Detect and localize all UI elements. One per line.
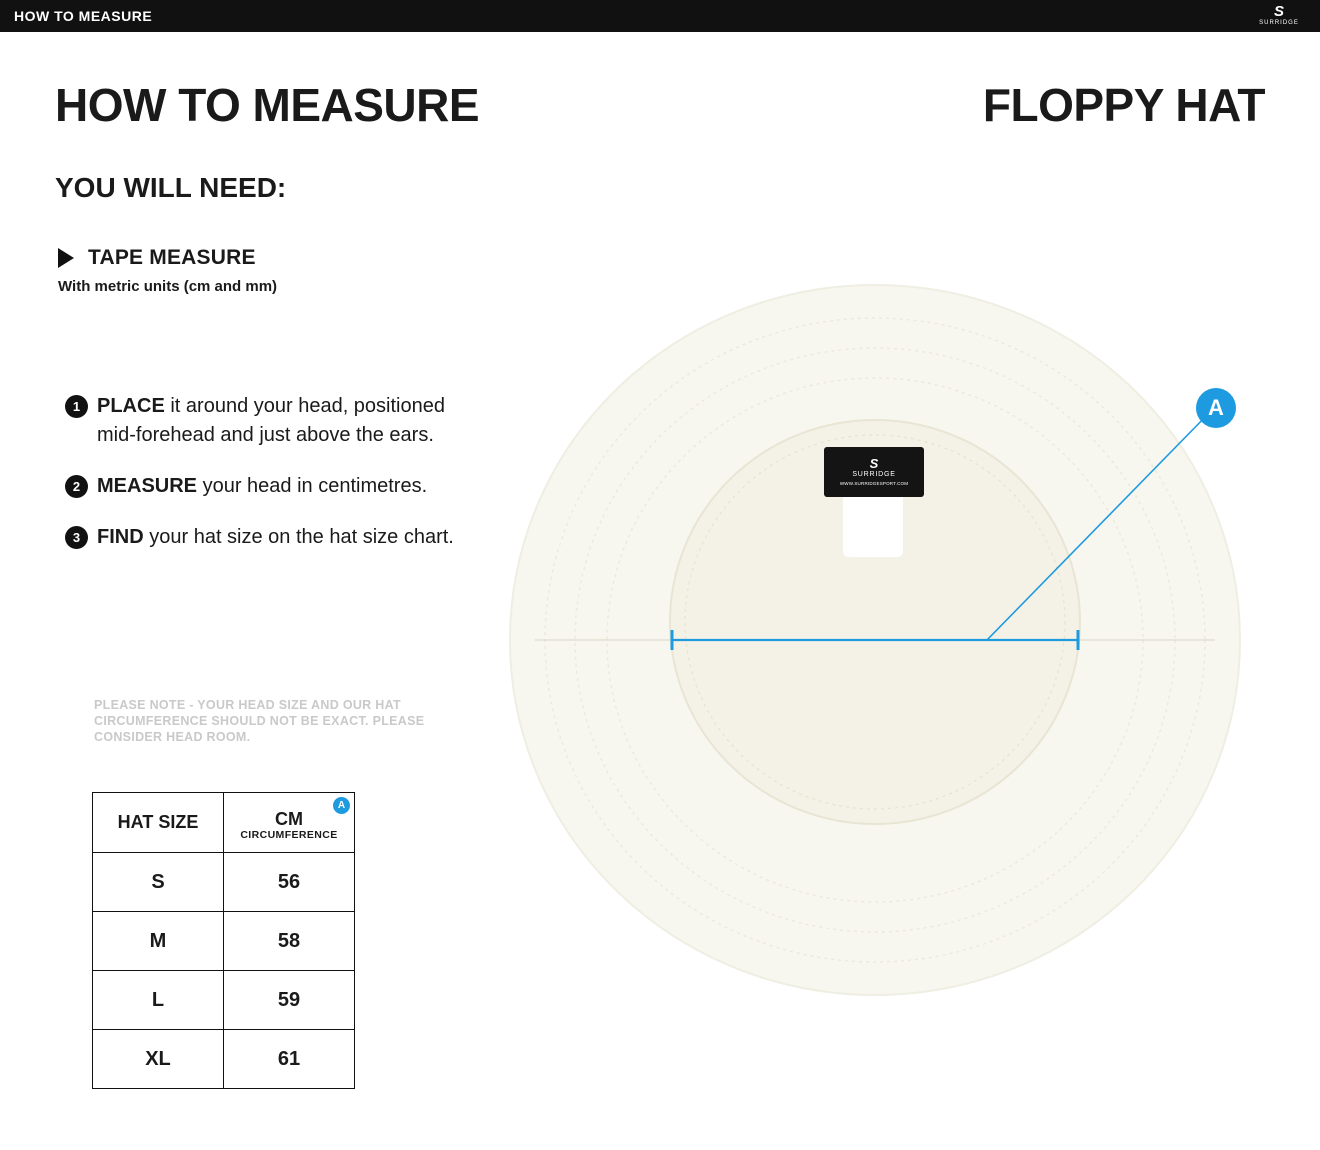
hat-crown-stem <box>843 497 903 557</box>
column-header-cm-label: CM <box>275 809 303 829</box>
step-rest: it around your head, positioned mid-forehead and just above the ears. <box>97 395 445 446</box>
cell-cm: 58 <box>224 912 355 971</box>
hat-label-mark-icon: S <box>869 456 879 471</box>
step-rest: your head in centimetres. <box>197 475 428 497</box>
table-row <box>93 1030 355 1089</box>
step-item <box>65 472 485 501</box>
step-number: 3 <box>65 526 88 549</box>
top-bar <box>0 0 1320 32</box>
measurement-badge-a-large-icon: A <box>1196 388 1236 428</box>
step-item <box>65 523 485 552</box>
tape-measure-title: TAPE MEASURE <box>88 246 256 269</box>
step-item <box>65 392 485 450</box>
column-header-cm <box>224 793 355 853</box>
please-note-text: PLEASE NOTE - YOUR HEAD SIZE AND OUR HAT CIRCUMFERENCE SHOULD NOT BE EXACT. PLEASE CONSIDER HEAD ROOM. <box>94 698 425 744</box>
cell-hat-size: XL <box>93 1030 224 1089</box>
table-header-row <box>93 793 355 853</box>
step-text <box>97 472 427 501</box>
table-row <box>93 912 355 971</box>
step-lead: PLACE <box>97 395 165 417</box>
cell-cm: 56 <box>224 853 355 912</box>
tape-measure-subtitle: With metric units (cm and mm) <box>58 278 278 295</box>
page-title: HOW TO MEASURE <box>55 79 480 131</box>
column-header-hat-size: HAT SIZE <box>93 793 224 853</box>
brand-name-label: SURRIDGE <box>1259 20 1299 26</box>
cell-cm: 61 <box>224 1030 355 1089</box>
step-number: 1 <box>65 395 88 418</box>
top-bar-title: HOW TO MEASURE <box>14 8 153 24</box>
step-number: 2 <box>65 475 88 498</box>
column-header-circumference-label: CIRCUMFERENCE <box>240 829 338 841</box>
step-lead: MEASURE <box>97 475 198 497</box>
product-title: FLOPPY HAT <box>982 79 1265 131</box>
tape-measure-row <box>58 246 256 270</box>
floppy-hat-illustration <box>500 250 1290 1040</box>
hat-brand-label <box>824 447 924 497</box>
measurement-badge-a-icon: A <box>333 797 350 814</box>
you-will-need-heading: YOU WILL NEED: <box>55 172 287 203</box>
table-row <box>93 971 355 1030</box>
cell-hat-size: L <box>93 971 224 1030</box>
hat-size-table <box>92 792 355 1089</box>
brand-mark-icon: S <box>1273 3 1284 20</box>
cell-cm: 59 <box>224 971 355 1030</box>
step-text <box>97 392 485 450</box>
cell-hat-size: M <box>93 912 224 971</box>
triangle-bullet-icon <box>58 248 74 268</box>
table-row <box>93 853 355 912</box>
steps-list <box>65 392 485 574</box>
step-text <box>97 523 454 552</box>
hat-label-name: SURRIDGE <box>852 471 896 478</box>
hat-label-url: WWW.SURRIDGESPORT.COM <box>839 481 909 486</box>
step-lead: FIND <box>97 526 144 548</box>
step-rest: your hat size on the hat size chart. <box>143 526 454 548</box>
brand-logo <box>1248 2 1310 30</box>
hat-diagram-svg <box>500 250 1290 1040</box>
cell-hat-size: S <box>93 853 224 912</box>
